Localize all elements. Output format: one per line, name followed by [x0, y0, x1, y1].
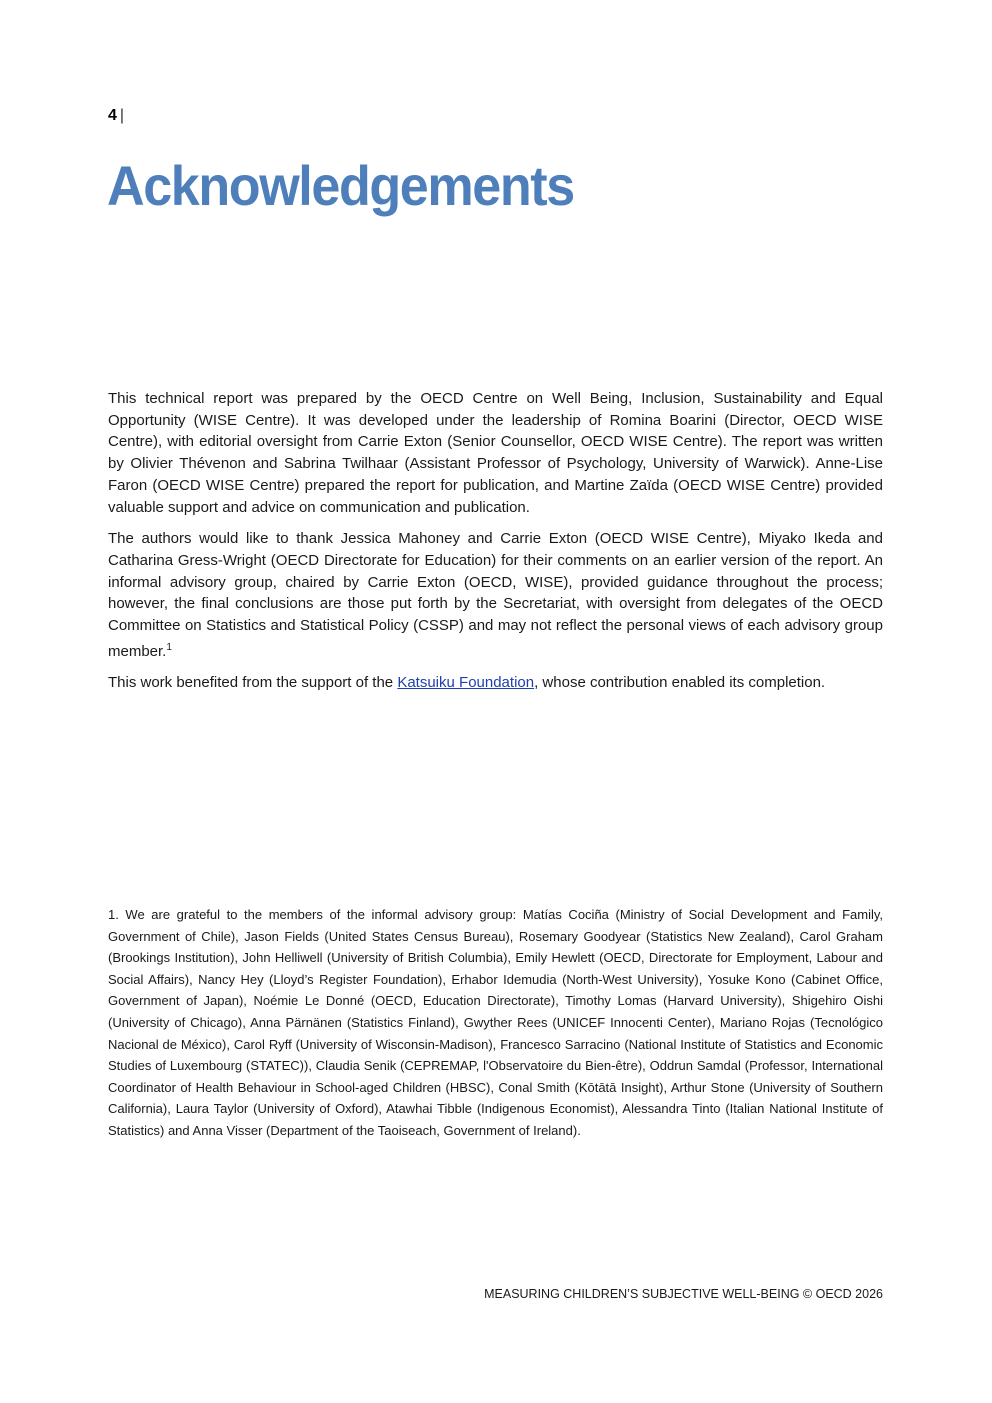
paragraph-support-text-before: This work benefited from the support of the — [108, 674, 398, 692]
paragraph-support-text-after: , whose contribution enabled its completion. — [534, 674, 826, 692]
footnote-marker[interactable]: 1 — [166, 641, 172, 653]
page-footer: MEASURING CHILDREN’S SUBJECTIVE WELL-BEING © OECD 2026 — [484, 1287, 883, 1301]
paragraph-support — [108, 672, 883, 694]
page-title: Acknowledgements — [107, 154, 574, 217]
body-text — [108, 388, 883, 704]
page-number — [108, 106, 124, 126]
paragraph-authorship: This technical report was prepared by the OECD Centre on Well Being, Inclusion, Sustainability and Equal Opportunity (WISE Centre). It was developed under the leadership of Romina Boarini (Director, OECD WISE Centre), with editorial oversight from Carrie Exton (Senior Counsellor, OECD WISE Centre). The report was written by Olivier Thévenon and Sabrina Twilhaar (Assistant Professor of Psychology, University of Warwick). Anne-Lise Faron (OECD WISE Centre) prepared the report for publication, and Martine Zaïda (OECD WISE Centre) provided valuable support and advice on communication and publication. — [108, 390, 883, 516]
page-number-value: 4 — [108, 107, 117, 124]
footnote-advisory-group: 1. We are grateful to the members of the informal advisory group: Matías Cociña (Ministry of Social Development and Family, Government of Chile), Jason Fields (United States Census Bureau), Rosemary Goodyear (Statistics New Zealand), Carol Graham (Brookings Institution), John Helliwell (University of British Columbia), Emily Hewlett (OECD, Directorate for Employment, Labour and Social Affairs), Nancy Hey (Lloyd’s Register Foundation), Erhabor Idemudia (North-West University), Yosuke Kono (Cabinet Office, Government of Japan), Noémie Le Donné (OECD, Education Directorate), Timothy Lomas (Harvard University), Shigehiro Oishi (University of Chicago), Anna Pärnänen (Statistics Finland), Gwyther Rees (UNICEF Innocenti Center), Mariano Rojas (Tecnológico Nacional de México), Carol Ryff (University of Wisconsin-Madison), Francesco Sarracino (National Institute of Statistics and Economic Studies of Luxembourg (STATEC)), Claudia Senik (CEPREMAP, l'Observatoire du Bien-être), Oddrun Samdal (Professor, International Coordinator of Health Behaviour in School-aged Children (HBSC), Conal Smith (Kōtātā Insight), Arthur Stone (University of Southern California), Laura Taylor (University of Oxford), Atawhai Tibble (Indigenous Economist), Alessandra Tinto (Italian National Institute of Statistics) and Anna Visser (Department of the Taoiseach, Government of Ireland). — [108, 907, 883, 1138]
paragraph-thanks — [108, 528, 883, 662]
page-number-separator: | — [119, 107, 125, 124]
paragraph-thanks-text: The authors would like to thank Jessica Mahoney and Carrie Exton (OECD WISE Centre), Miyako Ikeda and Catharina Gress-Wright (OECD Directorate for Education) for their comments on an earlier version of the report. An informal advisory group, chaired by Carrie Exton (OECD, WISE), provided guidance throughout the process; however, the final conclusions are those put forth by the Secretariat, with oversight from delegates of the OECD Committee on Statistics and Statistical Policy (CSSP) and may not reflect the personal views of each advisory group member. — [108, 530, 883, 660]
katsuiku-foundation-link[interactable]: Katsuiku Foundation — [397, 674, 535, 692]
